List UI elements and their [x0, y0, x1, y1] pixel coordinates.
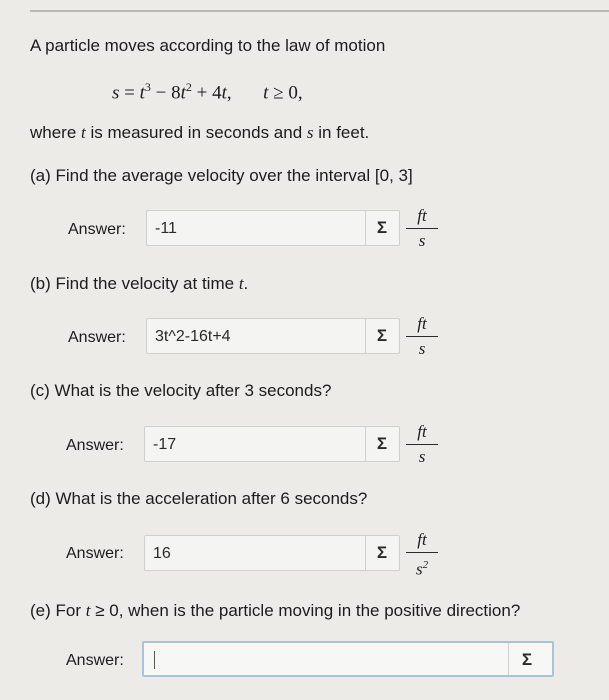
motion-equation: $s = t^3 - 8t^2 + 4t$, t ≥ 0, — [112, 80, 303, 104]
answer-input-a[interactable] — [146, 210, 400, 246]
sigma-icon[interactable]: Σ — [376, 543, 388, 562]
answer-label-c: Answer: — [66, 437, 124, 454]
question-e: (e) For t ≥ 0, when is the particle moving in the positive direction? — [30, 601, 521, 620]
sigma-icon[interactable]: Σ — [376, 326, 388, 345]
sigma-icon[interactable]: Σ — [376, 434, 388, 453]
sigma-icon[interactable]: Σ — [376, 218, 388, 237]
unit-fraction-c: ft s — [406, 422, 438, 467]
unit-fraction-b: ft s — [406, 314, 438, 359]
answer-input-e[interactable] — [142, 641, 554, 677]
units-description: where t is measured in seconds and s in feet. — [30, 123, 370, 142]
answer-label-d: Answer: — [66, 545, 124, 562]
answer-input-b[interactable] — [146, 318, 400, 354]
answer-value-c: -17 — [153, 436, 177, 453]
answer-label-b: Answer: — [68, 329, 126, 346]
answer-value-a: -11 — [155, 220, 177, 237]
unit-fraction-a: ft s — [406, 206, 438, 251]
text-caret — [154, 651, 155, 669]
question-c: (c) What is the velocity after 3 seconds? — [30, 381, 332, 400]
question-d: (d) What is the acceleration after 6 seconds? — [30, 489, 368, 508]
answer-value-d: 16 — [153, 545, 171, 562]
answer-input-d[interactable] — [144, 535, 400, 571]
answer-label-e: Answer: — [66, 652, 124, 669]
answer-label-a: Answer: — [68, 221, 126, 238]
answer-value-b: 3t^2-16t+4 — [155, 328, 231, 345]
top-divider — [30, 10, 609, 12]
sigma-icon[interactable]: Σ — [521, 650, 533, 669]
problem-intro: A particle moves according to the law of motion — [30, 36, 386, 55]
question-a: (a) Find the average velocity over the interval [0, 3] — [30, 166, 413, 185]
answer-input-c[interactable] — [144, 426, 400, 462]
question-b: (b) Find the velocity at time t. — [30, 274, 249, 293]
unit-fraction-d: ft $s^2$ — [406, 530, 438, 580]
